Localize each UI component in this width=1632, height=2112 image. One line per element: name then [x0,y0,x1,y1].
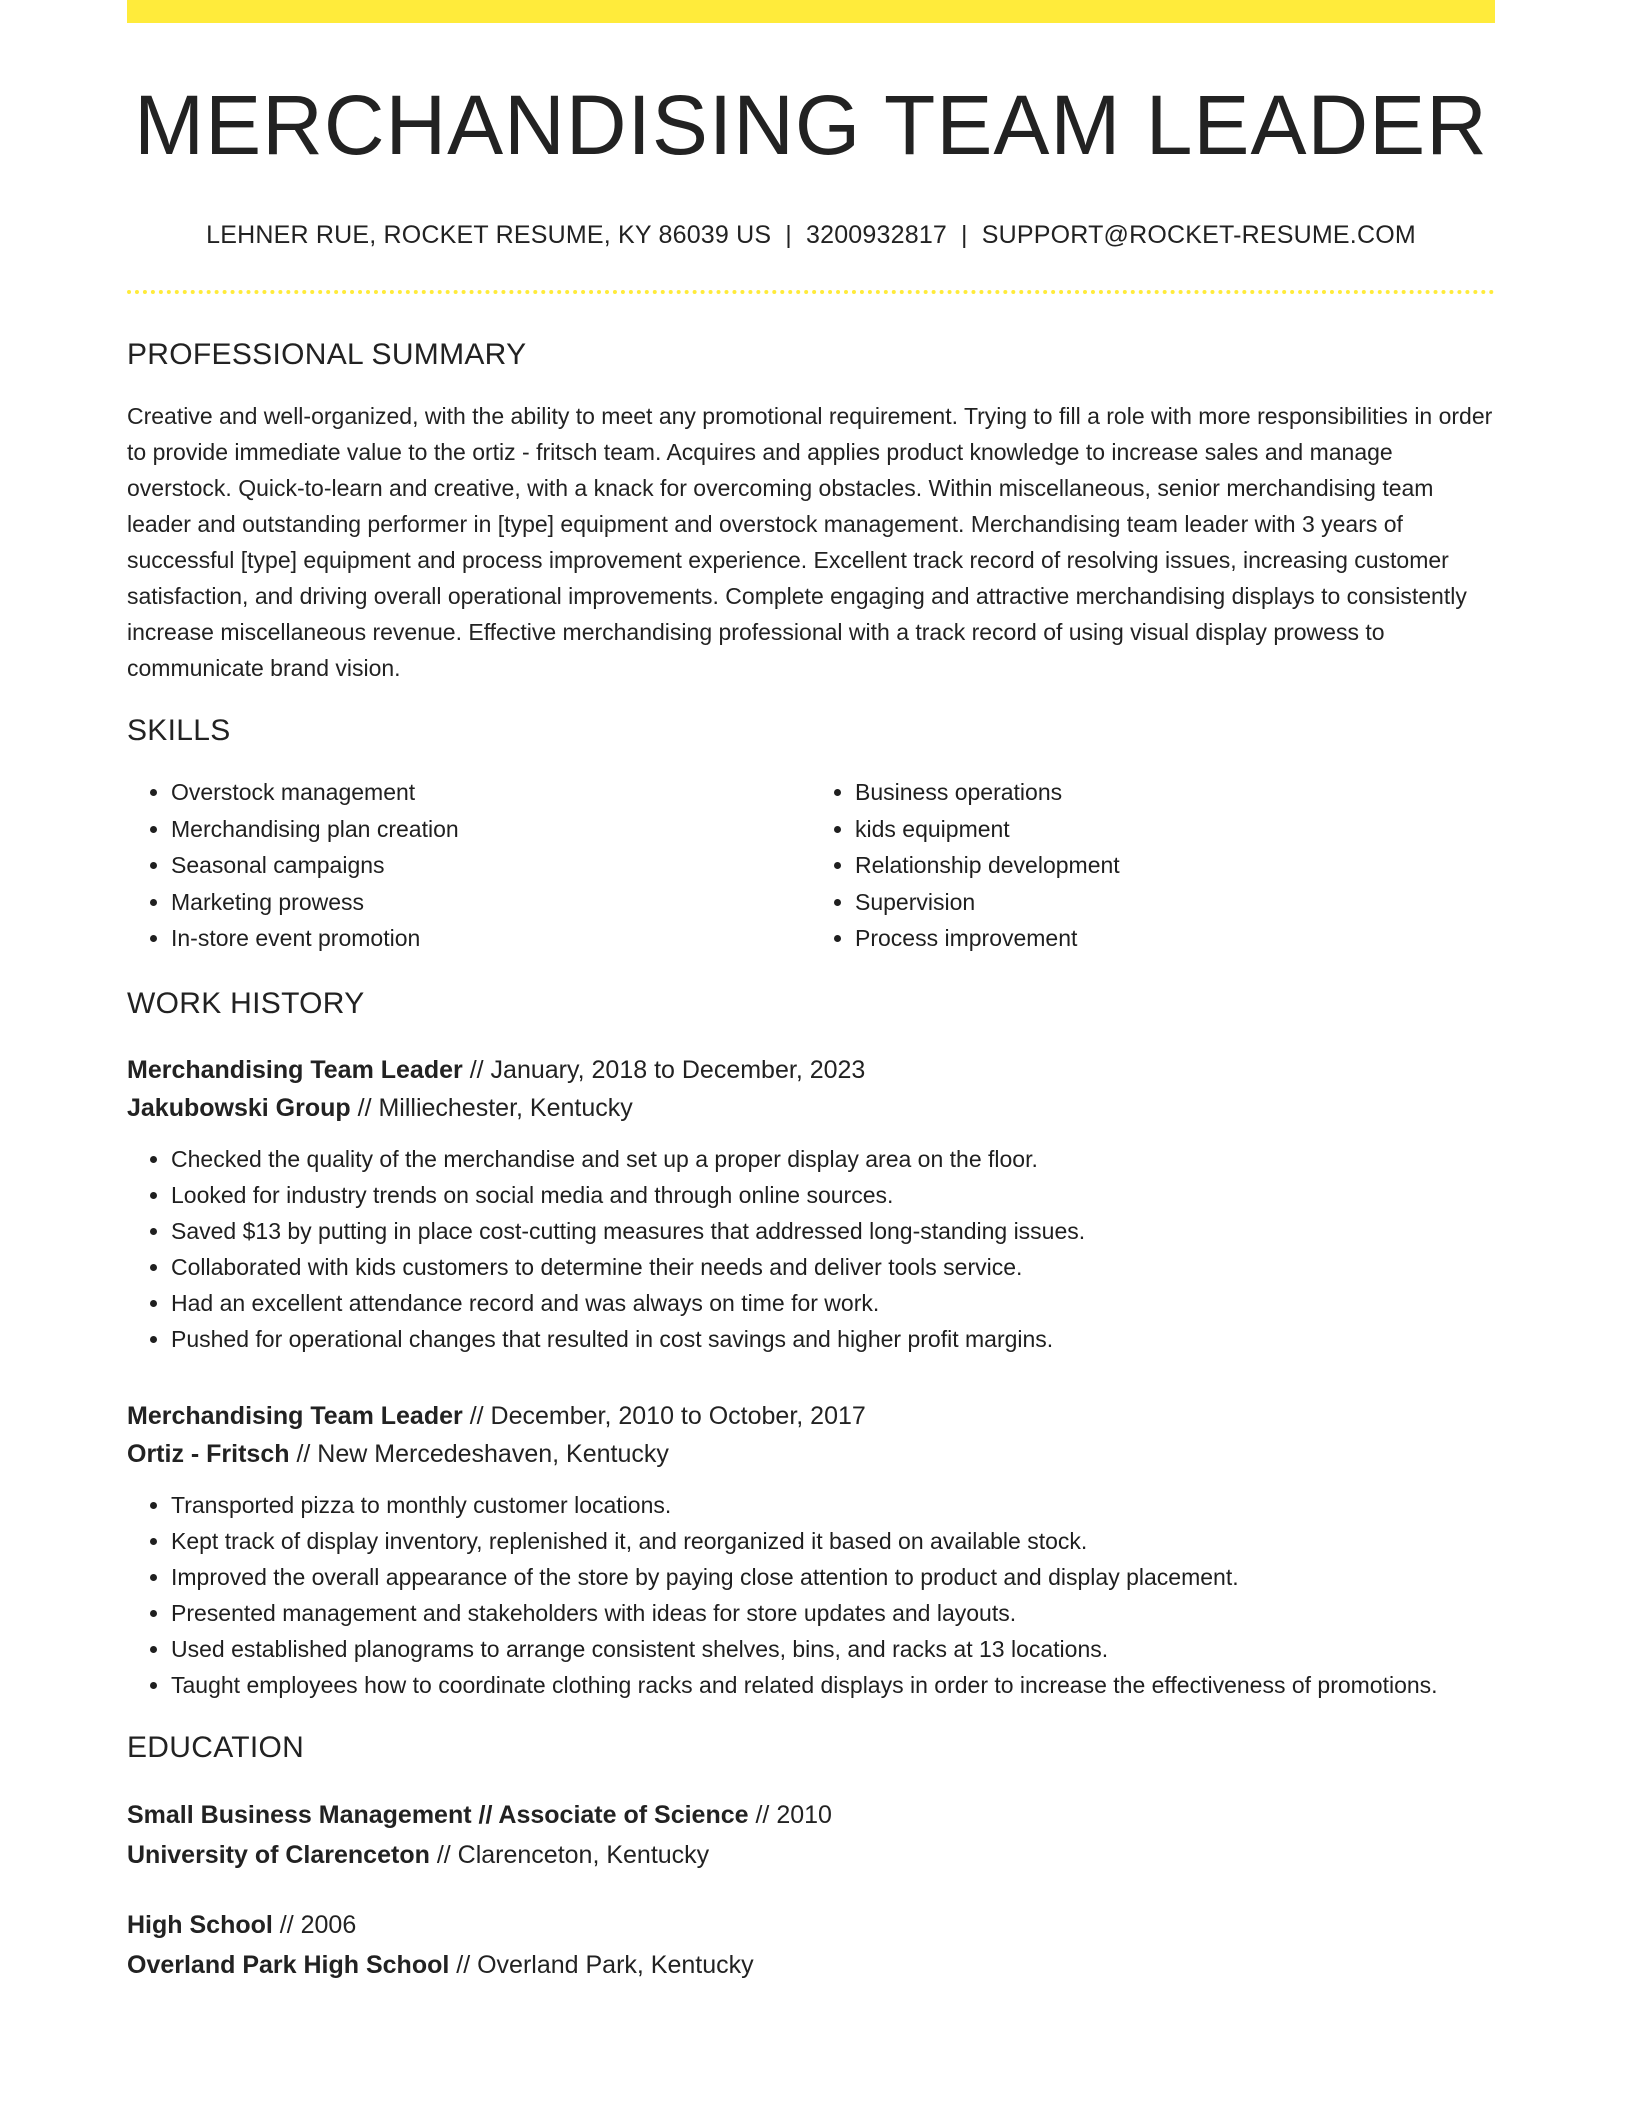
skill-item: • Process improvement [855,920,1495,957]
education-location: // Clarenceton, Kentucky [436,1840,710,1869]
job-bullets [127,1487,1495,1703]
job-location: // Milliechester, Kentucky [357,1093,633,1122]
education-year: // 2006 [279,1910,357,1939]
skill-item: • Supervision [855,884,1495,921]
job-company: Jakubowski Group [127,1093,351,1122]
skills-columns [127,774,1495,957]
accent-top-bar [127,0,1495,23]
skill-item: • Business operations [855,774,1495,811]
contact-phone: 3200932817 [806,221,948,250]
job-bullets [127,1141,1495,1357]
job-bullet: • Collaborated with kids customers to determine their needs and deliver tools service. [171,1249,1495,1285]
work-history-heading: WORK HISTORY [127,986,365,1020]
job-location: // New Mercedeshaven, Kentucky [296,1439,669,1468]
job-dates: // December, 2010 to October, 2017 [469,1401,866,1430]
contact-email: SUPPORT@ROCKET-RESUME.COM [981,221,1416,250]
skill-item: • Overstock management [171,774,811,811]
education-entry [127,1905,1495,1985]
summary-heading: PROFESSIONAL SUMMARY [127,338,527,372]
summary-text: Creative and well-organized, with the ability to meet any promotional requirement. Trying to fill a role with more responsibilities in order to provide immediate value to the ortiz - fritsch team. Acquires and applies product knowledge to increase sales and manage overstock. Quick-to-learn and creative, with a knack for overcoming obstacles. Within miscellaneous, senior merchandising team leader and outstanding performer in [type] equipment and overstock management. Merchandising team leader with 3 years of successful [type] equipment and process improvement experience. Excellent track record of resolving issues, increasing customer satisfaction, and driving overall operational improvements. Complete engaging and attractive merchandising displays to consistently increase miscellaneous revenue. Effective merchandising professional with a track record of using visual display prowess to communicate brand vision. [127,403,1493,682]
skill-item: • Relationship development [855,847,1495,884]
job-bullet: • Used established planograms to arrange consistent shelves, bins, and racks at 13 locations. [171,1631,1495,1667]
resume-page [127,0,1495,1985]
education-heading: EDUCATION [127,1730,305,1764]
contact-separator: | [785,221,792,250]
job-bullet: • Pushed for operational changes that resulted in cost savings and higher profit margins. [171,1321,1495,1357]
education-year: // 2010 [755,1800,832,1829]
skills-right-list [811,774,1495,957]
skill-item: • Merchandising plan creation [171,811,811,848]
contact-address: LEHNER RUE, ROCKET RESUME, KY 86039 US [206,221,772,250]
job-bullet: • Transported pizza to monthly customer locations. [171,1487,1495,1523]
skill-item: • kids equipment [855,811,1495,848]
education-degree: High School [127,1910,273,1939]
job-bullet: • Presented management and stakeholders with ideas for store updates and layouts. [171,1595,1495,1631]
skills-left-list [127,774,811,957]
job-bullet: • Saved $13 by putting in place cost-cutting measures that addressed long-standing issues. [171,1213,1495,1249]
job-role: Merchandising Team Leader [127,1401,463,1430]
job-bullet: • Checked the quality of the merchandise and set up a proper display area on the floor. [171,1141,1495,1177]
job-bullet: • Kept track of display inventory, replenished it, and reorganized it based on available stock. [171,1523,1495,1559]
skill-item: • Seasonal campaigns [171,847,811,884]
contact-line [127,221,1495,250]
job-bullet: • Taught employees how to coordinate clothing racks and related displays in order to increase the effectiveness of promotions. [171,1667,1495,1703]
job-role: Merchandising Team Leader [127,1055,463,1084]
job-company: Ortiz - Fritsch [127,1439,290,1468]
skills-heading: SKILLS [127,714,231,748]
education-location: // Overland Park, Kentucky [456,1950,754,1979]
dotted-divider [127,290,1495,294]
education-school: University of Clarenceton [127,1840,430,1869]
job-dates: // January, 2018 to December, 2023 [469,1055,866,1084]
job-bullet: • Had an excellent attendance record and was always on time for work. [171,1285,1495,1321]
job-header [127,1051,1495,1127]
job-bullet: • Improved the overall appearance of the store by paying close attention to product and display placement. [171,1559,1495,1595]
contact-separator: | [961,221,968,250]
education-entry [127,1795,1495,1875]
education-school: Overland Park High School [127,1950,450,1979]
education-degree: Small Business Management // Associate of Science [127,1800,749,1829]
resume-title: MERCHANDISING TEAM LEADER [134,78,1488,172]
job-bullet: • Looked for industry trends on social media and through online sources. [171,1177,1495,1213]
skill-item: • In-store event promotion [171,920,811,957]
job-header [127,1397,1495,1473]
skill-item: • Marketing prowess [171,884,811,921]
